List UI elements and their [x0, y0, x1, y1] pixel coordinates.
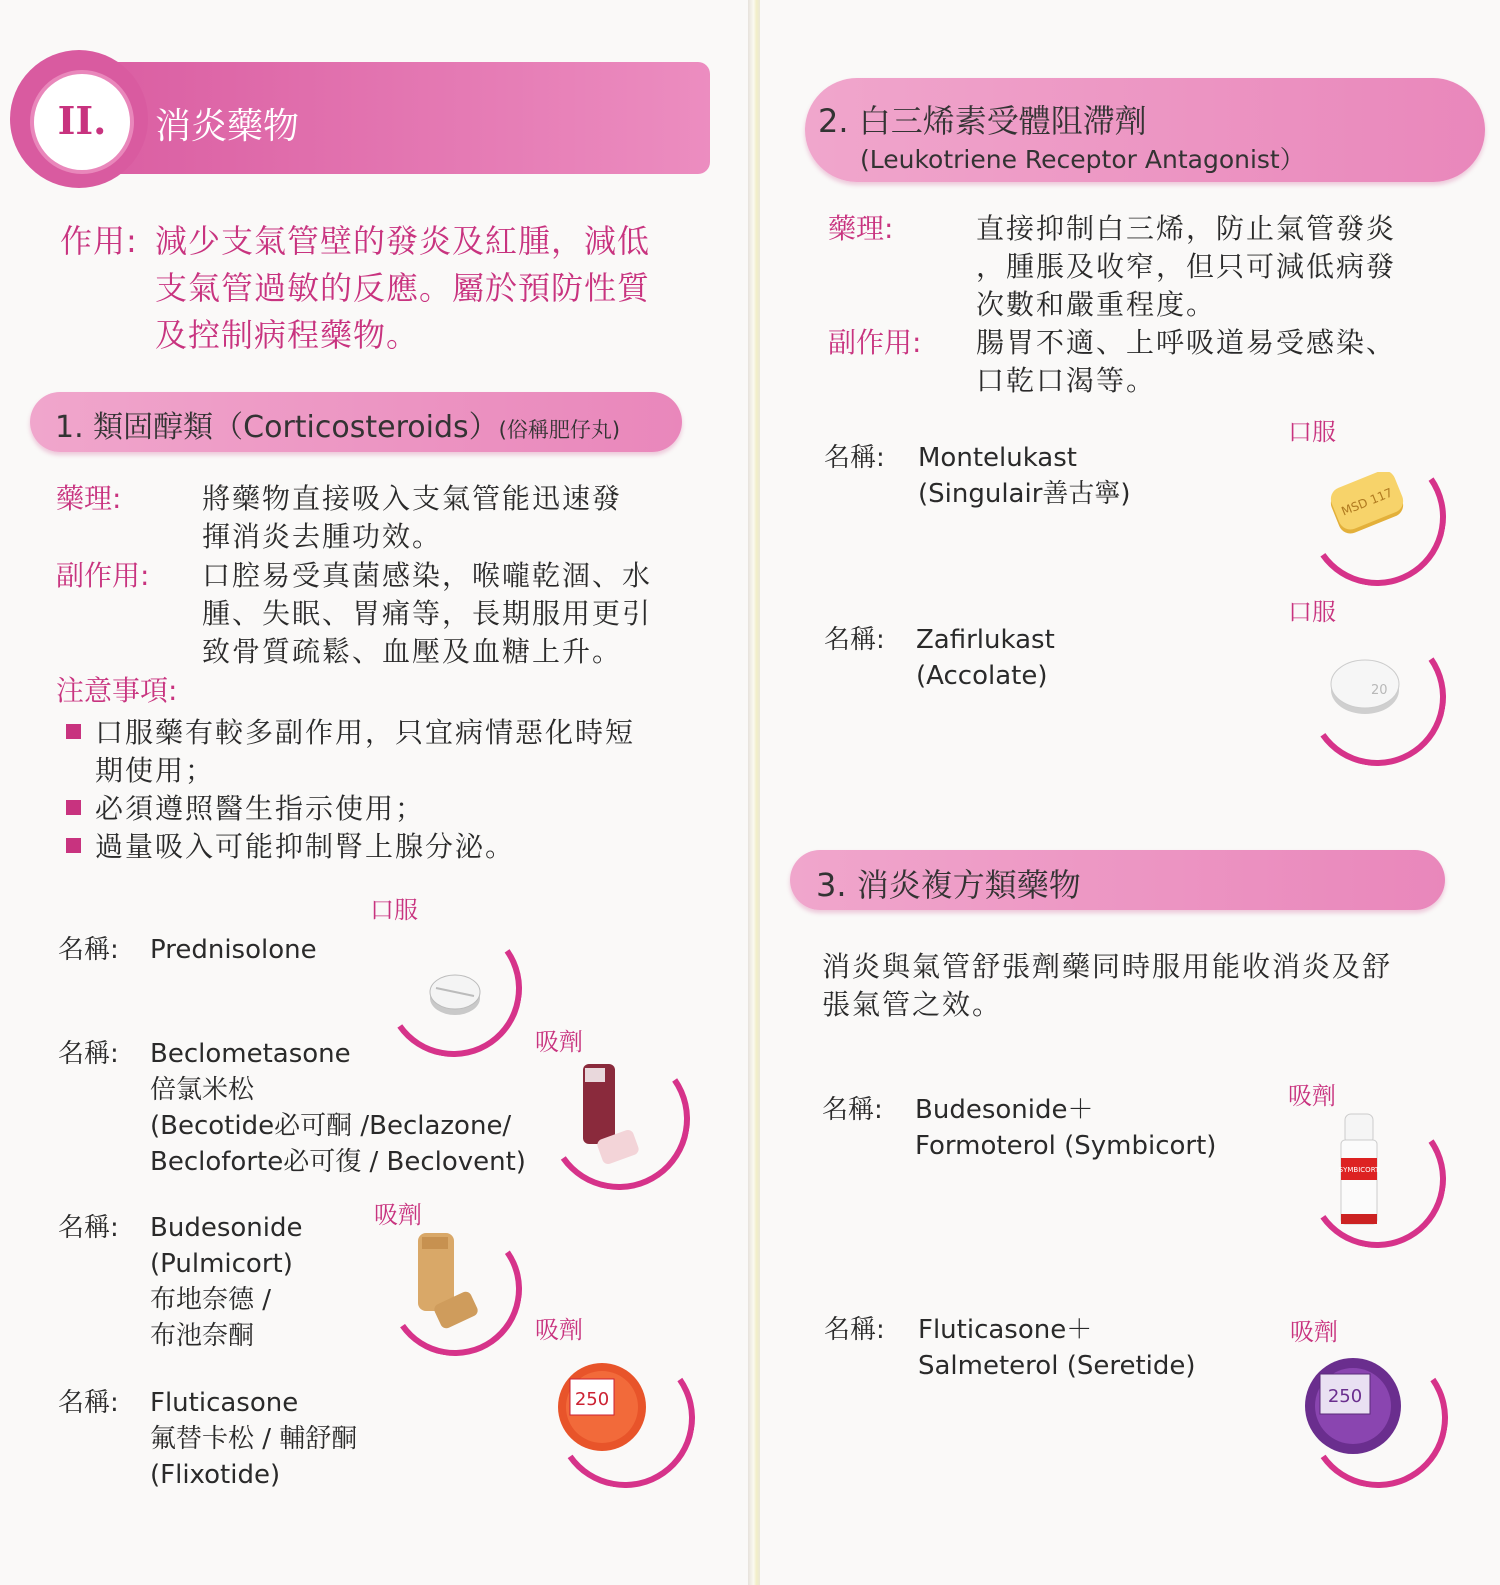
tablet-image	[1325, 472, 1415, 542]
drug-name	[918, 1312, 1196, 1384]
drug-name-line: Formoterol (Symbicort)	[915, 1131, 1217, 1161]
drug-name-line: Fluticasone	[150, 1388, 299, 1418]
right-page	[760, 0, 1500, 1585]
drug-name	[915, 1092, 1216, 1164]
dosage-form-label: 吸劑	[374, 1201, 422, 1229]
inhaler-image	[575, 1058, 645, 1178]
intro-line: 及控制病程藥物。	[155, 316, 420, 354]
dosage-form-label: 口服	[1288, 418, 1336, 446]
note-item: 必須遵照醫生指示使用；	[95, 792, 426, 825]
drug-name-line: Becloforte必可復 / Beclovent)	[150, 1147, 526, 1177]
name-label: 名稱:	[58, 1039, 119, 1069]
side-effects-line: 口乾口渴等。	[976, 364, 1157, 397]
intro-text	[155, 218, 715, 359]
leukotriene-subheading: (Leukotriene Receptor Antagonist）	[860, 145, 1305, 174]
notes-label: 注意事項:	[56, 674, 178, 707]
tablet-image	[1325, 650, 1405, 720]
combination-description	[822, 948, 1392, 1024]
dosage-form-label: 口服	[370, 896, 418, 924]
drug-name-line: (Singulair善古寧)	[918, 479, 1131, 509]
drug-name-line: 氟替卡松 / 輔舒酮	[150, 1424, 358, 1454]
section-number: II.	[57, 98, 107, 143]
note-line: 期使用；	[95, 754, 216, 787]
drug-name	[150, 1210, 302, 1354]
tablet-imprint: MSD 117	[1339, 485, 1395, 519]
drug-name-line: 布地奈德 /	[150, 1285, 272, 1315]
drug-name	[150, 1036, 526, 1180]
drug-name-line: (Pulmicort)	[150, 1249, 293, 1279]
section-title: 消炎藥物	[155, 106, 300, 147]
drug-name-line: (Accolate)	[916, 661, 1048, 691]
dosage-form-label: 吸劑	[1290, 1318, 1338, 1346]
description-line: 張氣管之效。	[822, 988, 1003, 1021]
side-effects-line: 口腔易受真菌感染，喉嚨乾涸、水	[202, 559, 653, 592]
drug-name-line: (Becotide必可酮 /Beclazone/	[150, 1111, 512, 1141]
mechanism-line: 次數和嚴重程度。	[976, 288, 1217, 321]
mechanism-line: 揮消炎去腫功效。	[202, 520, 443, 553]
name-label: 名稱:	[58, 1213, 119, 1243]
inhaler-image	[408, 1225, 488, 1340]
drug-name-line: Montelukast	[918, 443, 1077, 473]
device-label-text: SYMBICORT	[1338, 1166, 1380, 1174]
intro-line: 減少支氣管壁的發炎及紅腫，減低	[155, 222, 651, 260]
drug-name: Prednisolone	[150, 935, 317, 965]
dosage-form-label: 吸劑	[1288, 1082, 1336, 1110]
note-item: 過量吸入可能抑制腎上腺分泌。	[95, 830, 516, 863]
mechanism-label: 藥理:	[56, 482, 122, 515]
side-effects-line: 腫、失眠、胃痛等，長期服用更引	[202, 597, 653, 630]
mechanism-label: 藥理:	[828, 212, 894, 245]
drug-name	[916, 622, 1055, 694]
side-effects-text	[976, 324, 1396, 400]
name-label: 名稱:	[824, 1315, 885, 1345]
name-label: 名稱:	[822, 1095, 883, 1125]
dosage-form-label: 吸劑	[535, 1028, 583, 1056]
name-label: 名稱:	[824, 625, 885, 655]
intro-line: 支氣管過敏的反應。屬於預防性質	[155, 269, 651, 307]
mechanism-text	[976, 210, 1396, 324]
tablet-image	[428, 968, 482, 1020]
side-effects-line: 腸胃不適、上呼吸道易受感染、	[976, 326, 1397, 359]
diskus-inhaler-image	[1298, 1350, 1408, 1460]
mechanism-line: 將藥物直接吸入支氣管能迅速發	[202, 482, 623, 515]
drug-name-line: Zafirlukast	[916, 625, 1055, 655]
corticosteroids-heading	[55, 402, 620, 446]
drug-name-line: Salmeterol (Seretide)	[918, 1351, 1196, 1381]
drug-name-line: 布池奈酮	[150, 1321, 255, 1351]
drug-name-line: Budesonide＋	[915, 1095, 1094, 1125]
side-effects-label: 副作用:	[828, 326, 922, 359]
corticosteroids-heading-text: 1. 類固醇類（Corticosteroids）	[55, 410, 499, 445]
name-label: 名稱:	[58, 935, 119, 965]
drug-name-line: Beclometasone	[150, 1039, 351, 1069]
combination-heading: 3. 消炎複方類藥物	[816, 866, 1081, 904]
device-dose-text: 250	[574, 1389, 610, 1410]
mechanism-text	[202, 480, 622, 556]
drug-name-line: Fluticasone＋	[918, 1315, 1093, 1345]
name-label: 名稱:	[58, 1388, 119, 1418]
drug-name-line: (Flixotide)	[150, 1460, 281, 1490]
device-dose-text: 250	[1327, 1386, 1363, 1407]
side-effects-text	[202, 557, 652, 671]
side-effects-line: 致骨質疏鬆、血壓及血糖上升。	[202, 635, 623, 668]
drug-name	[918, 440, 1131, 512]
dosage-form-label: 吸劑	[535, 1316, 583, 1344]
tablet-imprint: 20	[1371, 683, 1388, 698]
leukotriene-heading: 2. 白三烯素受體阻滯劑	[818, 102, 1147, 140]
drug-name-line: Budesonide	[150, 1213, 303, 1243]
description-line: 消炎與氣管舒張劑藥同時服用能收消炎及舒	[822, 950, 1393, 983]
turbuhaler-image	[1335, 1110, 1385, 1230]
note-item	[95, 714, 635, 790]
corticosteroids-heading-note: (俗稱肥仔丸)	[498, 418, 621, 442]
drug-name-line: 倍氯米松	[150, 1075, 255, 1105]
diskus-inhaler-image	[552, 1355, 652, 1455]
mechanism-line: ，腫脹及收窄，但只可減低病發	[976, 250, 1397, 283]
note-line: 口服藥有較多副作用，只宜病情惡化時短	[95, 716, 636, 749]
mechanism-line: 直接抑制白三烯，防止氣管發炎	[976, 212, 1397, 245]
name-label: 名稱:	[824, 443, 885, 473]
dosage-form-label: 口服	[1288, 598, 1336, 626]
drug-name	[150, 1385, 357, 1493]
bullet-marker	[66, 724, 81, 739]
bullet-marker	[66, 800, 81, 815]
side-effects-label: 副作用:	[56, 559, 150, 592]
intro-label: 作用:	[60, 222, 138, 260]
bullet-marker	[66, 838, 81, 853]
